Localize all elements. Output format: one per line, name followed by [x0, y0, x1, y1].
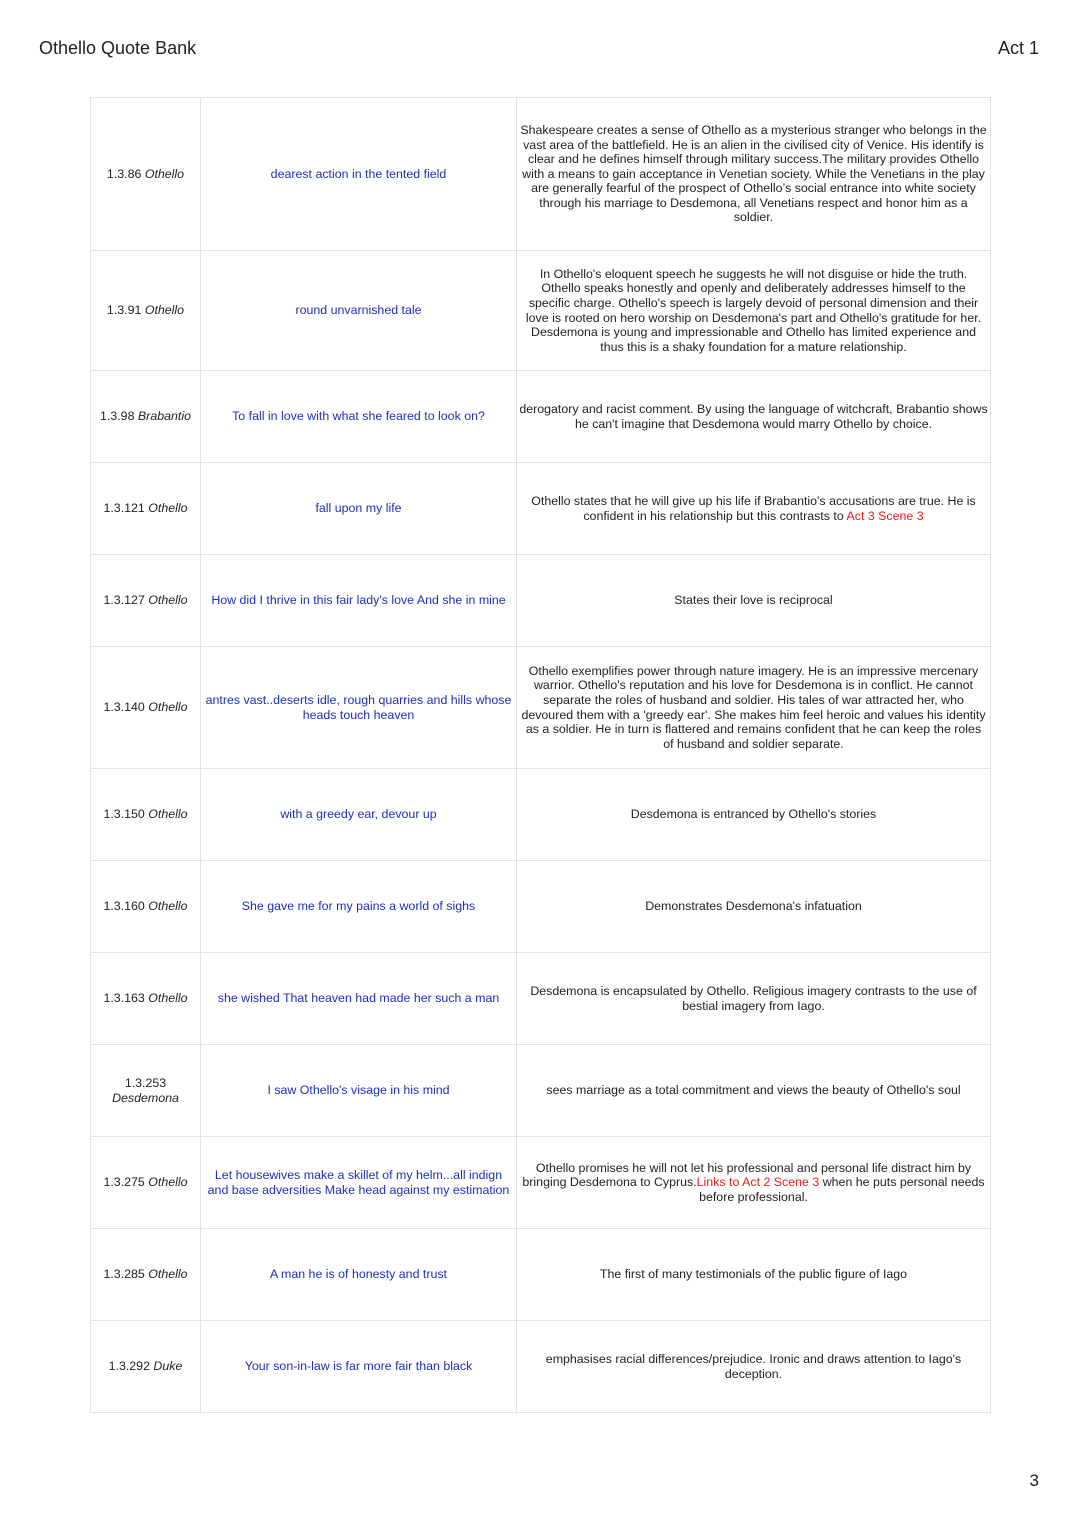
quote-text: fall upon my life — [201, 463, 517, 555]
cross-reference-link: Act 3 Scene 3 — [846, 508, 924, 523]
line-reference: 1.3.140 Othello — [91, 647, 201, 769]
quote-text: she wished That heaven had made her such a man — [201, 953, 517, 1045]
quote-text: Let housewives make a skillet of my helm...all indign and base adversities Make head against my estimation — [201, 1137, 517, 1229]
line-reference: 1.3.127 Othello — [91, 555, 201, 647]
quote-table — [90, 97, 991, 1413]
speaker-name: Othello — [148, 899, 188, 914]
analysis-text: States their love is reciprocal — [517, 555, 991, 647]
analysis-text: Othello states that he will give up his life if Brabantio's accusations are true. He is confident in his relationship but this contrasts to Act 3 Scene 3 — [517, 463, 991, 555]
speaker-name: Othello — [148, 700, 188, 715]
table-row — [91, 953, 991, 1045]
page-number: 3 — [1029, 1471, 1039, 1490]
analysis-text: Demonstrates Desdemona's infatuation — [517, 861, 991, 953]
quote-text: She gave me for my pains a world of sighs — [201, 861, 517, 953]
line-reference: 1.3.285 Othello — [91, 1229, 201, 1321]
table-row — [91, 251, 991, 371]
quote-text: I saw Othello's visage in his mind — [201, 1045, 517, 1137]
speaker-name: Othello — [148, 501, 188, 516]
speaker-name: Othello — [148, 807, 188, 822]
analysis-text: In Othello's eloquent speech he suggests he will not disguise or hide the truth. Othello speaks honestly and openly and deliberately addresses himself to the specific charge. Othello's speech is largely devoid of personal dimension and their love is rooted on hero worship on Desdemona's part and Othello's gratitude for her. Desdemona is young and impressionable and Othello has limited experience and thus this is a shaky foundation for a mature relationship. — [517, 251, 991, 371]
quote-text: How did I thrive in this fair lady's love And she in mine — [201, 555, 517, 647]
speaker-name: Othello — [148, 1175, 188, 1190]
quote-text: round unvarnished tale — [201, 251, 517, 371]
analysis-text: sees marriage as a total commitment and views the beauty of Othello's soul — [517, 1045, 991, 1137]
analysis-text: emphasises racial differences/prejudice. Ironic and draws attention to Iago's deception. — [517, 1321, 991, 1413]
table-row — [91, 861, 991, 953]
table-row — [91, 647, 991, 769]
analysis-text: derogatory and racist comment. By using the language of witchcraft, Brabantio shows he can't imagine that Desdemona would marry Othello by choice. — [517, 371, 991, 463]
quote-text: A man he is of honesty and trust — [201, 1229, 517, 1321]
cross-reference-link: Links to Act 2 Scene 3 — [696, 1175, 820, 1190]
quote-text: Your son-in-law is far more fair than black — [201, 1321, 517, 1413]
analysis-text: Desdemona is encapsulated by Othello. Religious imagery contrasts to the use of bestial imagery from Iago. — [517, 953, 991, 1045]
quote-text: antres vast..deserts idle, rough quarries and hills whose heads touch heaven — [201, 647, 517, 769]
table-row — [91, 555, 991, 647]
quote-text: with a greedy ear, devour up — [201, 769, 517, 861]
line-reference: 1.3.163 Othello — [91, 953, 201, 1045]
table-row — [91, 371, 991, 463]
line-reference: 1.3.160 Othello — [91, 861, 201, 953]
analysis-text: Desdemona is entranced by Othello's stories — [517, 769, 991, 861]
quote-text: dearest action in the tented field — [201, 98, 517, 251]
table-row — [91, 463, 991, 555]
line-reference: 1.3.150 Othello — [91, 769, 201, 861]
speaker-name: Desdemona — [112, 1090, 179, 1105]
table-row — [91, 1045, 991, 1137]
line-reference: 1.3.98 Brabantio — [91, 371, 201, 463]
table-row — [91, 769, 991, 861]
speaker-name: Othello — [148, 1267, 188, 1282]
analysis-text: Othello promises he will not let his professional and personal life distract him by bringing Desdemona to Cyprus.Links to Act 2 Scene 3 when he puts personal needs before professional. — [517, 1137, 991, 1229]
speaker-name: Othello — [148, 991, 188, 1006]
line-reference: 1.3.91 Othello — [91, 251, 201, 371]
table-row — [91, 1137, 991, 1229]
analysis-text: Shakespeare creates a sense of Othello as a mysterious stranger who belongs in the vast area of the battlefield. He is an alien in the civilised city of Venice. His identify is clear and he defines himself through military success.The military provides Othello with a means to gain acceptance in Venetian society. While the Venetians in the play are generally fearful of the prospect of Othello’s social entrance into white society through his marriage to Desdemona, all Venetians respect and honor him as a soldier. — [517, 98, 991, 251]
quote-text: To fall in love with what she feared to look on? — [201, 371, 517, 463]
speaker-name: Othello — [144, 303, 185, 318]
line-reference: 1.3.86 Othello — [91, 98, 201, 251]
speaker-name: Othello — [148, 593, 188, 608]
act-label: Act 1 — [997, 38, 1039, 58]
page-title: Othello Quote Bank — [39, 38, 197, 58]
analysis-text: The first of many testimonials of the public figure of Iago — [517, 1229, 991, 1321]
speaker-name: Duke — [153, 1359, 183, 1374]
line-reference: 1.3.292 Duke — [91, 1321, 201, 1413]
speaker-name: Brabantio — [137, 409, 191, 424]
analysis-text: Othello exemplifies power through nature imagery. He is an impressive mercenary warrior. Othello's reputation and his love for Desdemona is in conflict. He cannot separate the roles of husband and soldier. His tales of war attracted her, who devoured them with a 'greedy ear'. She makes him feel heroic and values his identity as a soldier. He in turn is flattered and remains confident that he can keep the roles of husband and soldier separate. — [517, 647, 991, 769]
table-row — [91, 98, 991, 251]
table-row — [91, 1229, 991, 1321]
table-row — [91, 1321, 991, 1413]
line-reference: 1.3.275 Othello — [91, 1137, 201, 1229]
speaker-name: Othello — [144, 166, 185, 181]
line-reference: 1.3.253 Desdemona — [91, 1045, 201, 1137]
line-reference: 1.3.121 Othello — [91, 463, 201, 555]
